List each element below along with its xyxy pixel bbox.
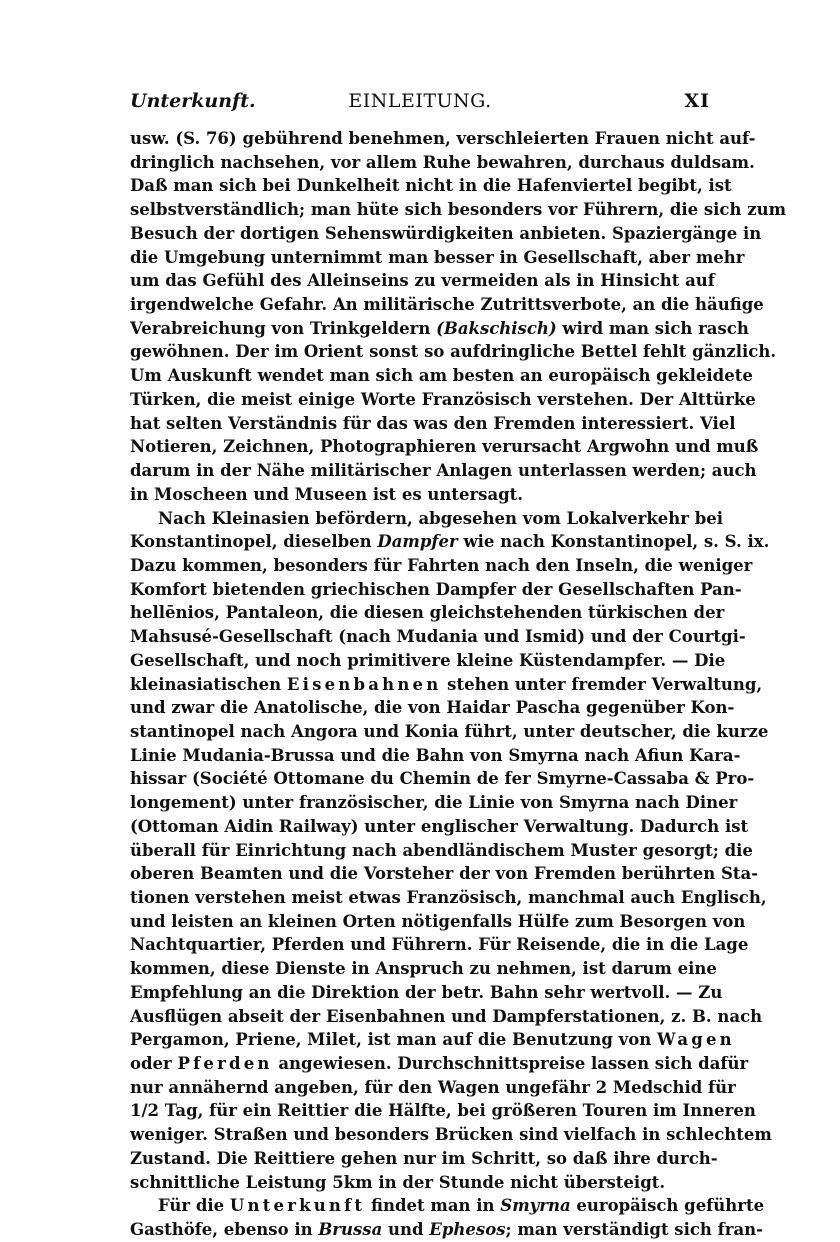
text-line: Um Auskunft wendet man sich am besten an europäisch gekleidete — [130, 366, 753, 386]
text-run: kleinasiatischen — [130, 674, 287, 694]
text-line: Zustand. Die Reittiere gehen nur im Schritt, so daß ihre durch- — [130, 1148, 718, 1168]
text-line: tionen verstehen meist etwas Französisch, manchmal auch Englisch, — [130, 888, 767, 907]
text-run: Pergamon, Priene, Milet, ist man auf die Benutzung von — [130, 1030, 658, 1050]
italic-term: Dampfer — [377, 532, 458, 552]
italic-term: Ephesos — [429, 1220, 506, 1240]
text-line: selbstverständlich; man hüte sich besonders vor Führern, die sich zum — [130, 200, 787, 220]
text-line: oberen Beamten und die Vorsteher der von Fremden berührten Sta- — [130, 864, 759, 884]
text-line: stantinopel nach Angora und Konia führt, unter deutscher, die kurze — [130, 721, 769, 741]
text-line — [130, 1194, 765, 1218]
text-run: Für die — [158, 1196, 230, 1216]
page-number: XI — [684, 90, 710, 112]
text-line: Ausflügen abseit der Eisenbahnen und Dampferstationen, z. B. nach — [130, 1006, 763, 1026]
text-line: in Moscheen und Museen ist es untersagt. — [130, 484, 524, 504]
text-run: findet man in — [365, 1196, 501, 1216]
text-line: gewöhnen. Der im Orient sonst so aufdringliche Bettel fehlt gänzlich. — [130, 342, 777, 362]
text-line: und leisten an kleinen Orten nötigenfalls Hülfe zum Besorgen von — [130, 911, 746, 931]
text-run: angewiesen. Durchschnittspreise lassen sich dafür — [272, 1054, 749, 1074]
text-line: Mahsusé-Gesellschaft (nach Mudania und Ismid) und der Courtgi- — [130, 627, 746, 647]
italic-term: Brussa — [318, 1220, 383, 1240]
text-line: longement) unter französischer, die Linie von Smyrna nach Diner — [130, 793, 738, 813]
text-line: Türken, die meist einige Worte Französisch verstehen. Der Alttürke — [130, 389, 756, 409]
italic-term: (Bakschisch) — [436, 318, 557, 338]
text-line — [130, 530, 770, 554]
text-line: um das Gefühl des Alleinseins zu vermeiden als in Hinsicht auf — [130, 271, 715, 291]
text-run: wie nach Konstantinopel, s. S. ix. — [457, 532, 770, 552]
text-run: wird man sich rasch — [556, 318, 749, 338]
text-line — [130, 1028, 735, 1052]
spaced-term: Unterkunft — [229, 1196, 366, 1216]
text-line — [130, 673, 763, 697]
text-run: und — [382, 1220, 430, 1240]
text-run: befördern, abgesehen vom Lokalverkehr bei — [309, 508, 724, 528]
text-line — [130, 507, 724, 531]
text-line: Linie Mudania-Brussa und die Bahn von Smyrna nach Afiun Kara- — [130, 745, 741, 765]
text-run: Konstantinopel, dieselben — [130, 532, 378, 552]
text-line: Dazu kommen, besonders für Fahrten nach den Inseln, die weniger — [130, 555, 753, 575]
text-line: usw. (S. 76) gebührend benehmen, verschleierten Frauen nicht auf- — [130, 129, 756, 148]
text-line: kommen, diese Dienste in Anspruch zu nehmen, ist darum eine — [130, 959, 717, 979]
text-run: Verabreichung von Trinkgeldern — [130, 318, 437, 338]
heading-term: Kleinasien — [211, 508, 310, 528]
text-line: und zwar die Anatolische, die von Haidar Pascha gegenüber Kon- — [130, 698, 735, 718]
text-line: (Ottoman Aidin Railway) unter englischer Verwaltung. Dadurch ist — [130, 816, 749, 836]
text-run: ; man verständigt sich fran- — [505, 1220, 763, 1240]
text-line: dringlich nachsehen, vor allem Ruhe bewahren, durchaus duldsam. — [130, 152, 755, 172]
text-run: Gasthöfe, ebenso in — [130, 1220, 319, 1240]
text-line: die Umgebung unternimmt man besser in Gesellschaft, aber mehr — [130, 247, 745, 267]
text-line — [130, 1052, 749, 1076]
text-line: überall für Einrichtung nach abendländischem Muster gesorgt; die — [130, 840, 753, 860]
text-line: 1/2 Tag, für ein Reittier die Hälfte, bei größeren Touren im Inneren — [130, 1101, 756, 1121]
text-line — [130, 1218, 763, 1242]
running-header — [130, 86, 710, 116]
text-line: Notieren, Zeichnen, Photographieren verursacht Argwohn und muß — [130, 437, 759, 457]
spaced-term: Eisenbahnen — [286, 674, 442, 694]
text-line: Nachtquartier, Pferden und Führern. Für Reisende, die in die Lage — [130, 935, 749, 955]
text-line — [130, 317, 749, 341]
text-line: Daß man sich bei Dunkelheit nicht in die Hafenviertel begibt, ist — [130, 176, 732, 196]
text-line: irgendwelche Gefahr. An militärische Zutrittsverbote, an die häufige — [130, 295, 764, 315]
spaced-term: Pferden — [177, 1054, 273, 1074]
text-line: Besuch der dortigen Sehenswürdigkeiten anbieten. Spaziergänge in — [130, 223, 762, 243]
text-line: Empfehlung an die Direktion der betr. Bahn sehr wertvoll. — Zu — [130, 982, 723, 1002]
text-line: Gesellschaft, und noch primitivere kleine Küstendampfer. — Die — [130, 650, 726, 670]
text-line: weniger. Straßen und besonders Brücken sind vielfach in schlechtem — [130, 1125, 772, 1145]
spaced-term: Wagen — [657, 1030, 735, 1050]
italic-term: Smyrna — [500, 1196, 571, 1216]
text-line: hat selten Verständnis für das was den Fremden interessiert. Viel — [130, 413, 736, 433]
page-body-text — [130, 127, 787, 1242]
header-chapter-title: EINLEITUNG. — [348, 90, 492, 112]
text-line: darum in der Nähe militärischer Anlagen unterlassen werden; auch — [130, 461, 757, 481]
text-line: schnittliche Leistung 5km in der Stunde nicht übersteigt. — [130, 1172, 666, 1192]
header-section-title: Unterkunft. — [130, 90, 256, 112]
text-line: Komfort bietenden griechischen Dampfer der Gesellschaften Pan- — [130, 579, 742, 599]
text-run: europäisch geführte — [570, 1196, 765, 1216]
text-run: oder — [130, 1054, 178, 1074]
text-run: Nach — [158, 508, 212, 528]
text-line: nur annähernd angeben, für den Wagen ungefähr 2 Medschid für — [130, 1077, 736, 1097]
text-line: hellēnios, Pantaleon, die diesen gleichstehenden türkischen der — [130, 603, 725, 623]
text-line: hissar (Société Ottomane du Chemin de fer Smyrne-Cassaba & Pro- — [130, 769, 755, 789]
text-run: stehen unter fremder Verwaltung, — [441, 674, 763, 694]
